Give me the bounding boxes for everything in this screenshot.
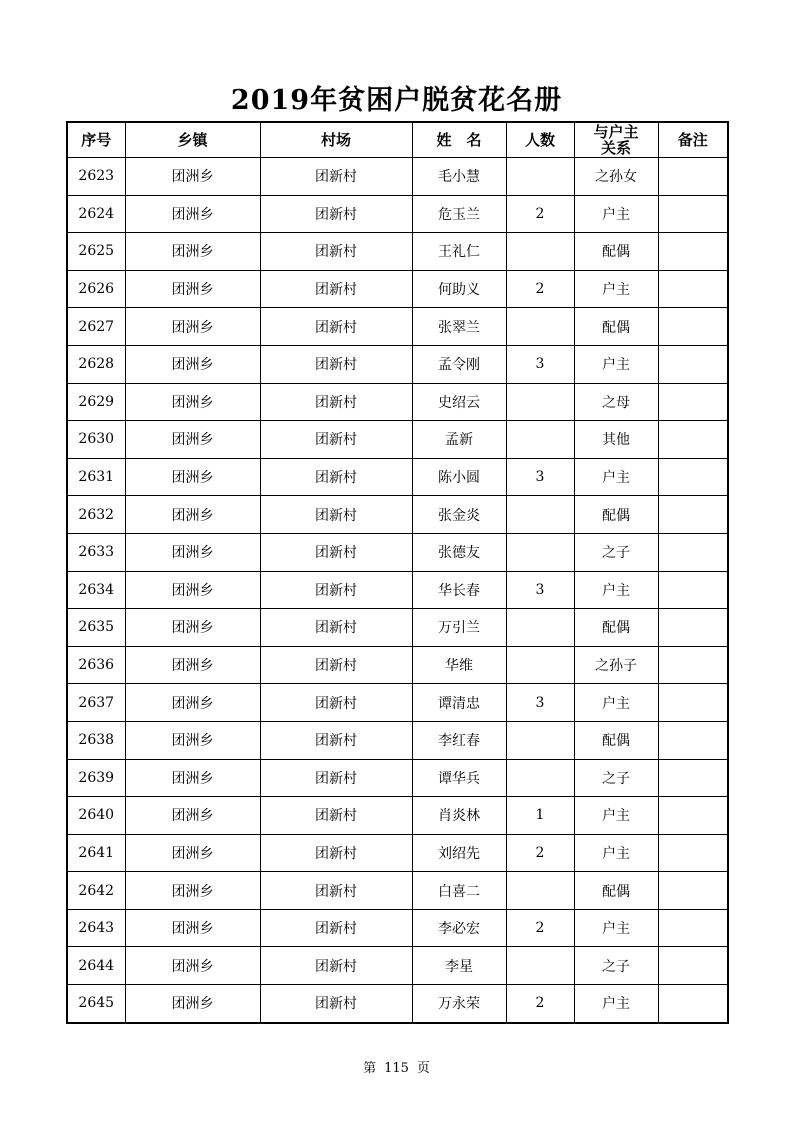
table-row [67, 158, 728, 196]
cell-count [506, 947, 574, 985]
cell-remark [658, 646, 728, 684]
cell-remark [658, 233, 728, 271]
cell-remark [658, 571, 728, 609]
page-number: 115 [384, 1061, 409, 1076]
cell-village: 团新村 [260, 834, 412, 872]
cell-township: 团洲乡 [125, 345, 260, 383]
table-row [67, 872, 728, 910]
table-row [67, 233, 728, 271]
cell-name: 陈小圆 [412, 458, 506, 496]
cell-remark [658, 533, 728, 571]
cell-count: 2 [506, 985, 574, 1023]
table-header-row [67, 122, 728, 158]
cell-village: 团新村 [260, 383, 412, 421]
table-row [67, 345, 728, 383]
cell-name: 白喜二 [412, 872, 506, 910]
cell-township: 团洲乡 [125, 195, 260, 233]
cell-seq: 2637 [67, 684, 125, 722]
cell-village: 团新村 [260, 872, 412, 910]
cell-seq: 2632 [67, 496, 125, 534]
cell-name: 万引兰 [412, 609, 506, 647]
cell-village: 团新村 [260, 646, 412, 684]
header-remark: 备注 [658, 122, 728, 158]
cell-name: 张翠兰 [412, 308, 506, 346]
cell-relation: 配偶 [574, 308, 658, 346]
cell-name: 华维 [412, 646, 506, 684]
cell-seq: 2638 [67, 721, 125, 759]
header-village: 村场 [260, 122, 412, 158]
cell-name: 谭清忠 [412, 684, 506, 722]
table-row [67, 308, 728, 346]
cell-village: 团新村 [260, 308, 412, 346]
cell-village: 团新村 [260, 609, 412, 647]
cell-name: 刘绍先 [412, 834, 506, 872]
cell-village: 团新村 [260, 721, 412, 759]
cell-relation: 户主 [574, 195, 658, 233]
cell-remark [658, 947, 728, 985]
cell-relation: 配偶 [574, 496, 658, 534]
cell-township: 团洲乡 [125, 458, 260, 496]
cell-count: 2 [506, 195, 574, 233]
cell-remark [658, 684, 728, 722]
cell-township: 团洲乡 [125, 383, 260, 421]
cell-remark [658, 195, 728, 233]
cell-count: 3 [506, 345, 574, 383]
cell-seq: 2645 [67, 985, 125, 1023]
cell-name: 李必宏 [412, 909, 506, 947]
cell-name: 张金炎 [412, 496, 506, 534]
table-row [67, 383, 728, 421]
cell-seq: 2625 [67, 233, 125, 271]
cell-township: 团洲乡 [125, 496, 260, 534]
cell-relation: 之子 [574, 947, 658, 985]
header-relation: 与户主关系 [574, 122, 658, 158]
cell-name: 王礼仁 [412, 233, 506, 271]
cell-seq: 2639 [67, 759, 125, 797]
cell-village: 团新村 [260, 496, 412, 534]
cell-name: 张德友 [412, 533, 506, 571]
cell-name: 肖炎林 [412, 797, 506, 835]
cell-village: 团新村 [260, 684, 412, 722]
cell-relation: 其他 [574, 421, 658, 459]
cell-relation: 配偶 [574, 721, 658, 759]
cell-relation: 之子 [574, 533, 658, 571]
cell-count [506, 158, 574, 196]
cell-seq: 2641 [67, 834, 125, 872]
cell-village: 团新村 [260, 458, 412, 496]
cell-count: 3 [506, 571, 574, 609]
cell-remark [658, 270, 728, 308]
cell-village: 团新村 [260, 421, 412, 459]
cell-count: 3 [506, 684, 574, 722]
cell-township: 团洲乡 [125, 721, 260, 759]
cell-township: 团洲乡 [125, 308, 260, 346]
cell-name: 孟新 [412, 421, 506, 459]
page-title: 2019年贫困户脱贫花名册 [230, 85, 563, 116]
cell-count [506, 308, 574, 346]
cell-township: 团洲乡 [125, 985, 260, 1023]
cell-relation: 配偶 [574, 233, 658, 271]
cell-relation: 户主 [574, 909, 658, 947]
table-body [67, 158, 728, 1023]
cell-count: 2 [506, 834, 574, 872]
cell-seq: 2623 [67, 158, 125, 196]
cell-relation: 之孙子 [574, 646, 658, 684]
cell-remark [658, 158, 728, 196]
cell-remark [658, 759, 728, 797]
table-row [67, 759, 728, 797]
roster-table [66, 121, 729, 1024]
cell-township: 团洲乡 [125, 533, 260, 571]
cell-remark [658, 834, 728, 872]
header-name: 姓 名 [412, 122, 506, 158]
cell-township: 团洲乡 [125, 759, 260, 797]
cell-remark [658, 609, 728, 647]
cell-seq: 2629 [67, 383, 125, 421]
cell-count: 1 [506, 797, 574, 835]
cell-seq: 2634 [67, 571, 125, 609]
cell-relation: 户主 [574, 458, 658, 496]
cell-name: 李红春 [412, 721, 506, 759]
cell-name: 华长春 [412, 571, 506, 609]
cell-seq: 2636 [67, 646, 125, 684]
table-row [67, 721, 728, 759]
cell-seq: 2627 [67, 308, 125, 346]
cell-township: 团洲乡 [125, 571, 260, 609]
table-row [67, 458, 728, 496]
cell-count [506, 646, 574, 684]
cell-village: 团新村 [260, 759, 412, 797]
table-row [67, 195, 728, 233]
cell-village: 团新村 [260, 270, 412, 308]
footer-prefix: 第 [363, 1061, 377, 1076]
cell-seq: 2626 [67, 270, 125, 308]
cell-seq: 2630 [67, 421, 125, 459]
cell-township: 团洲乡 [125, 797, 260, 835]
cell-seq: 2643 [67, 909, 125, 947]
cell-relation: 户主 [574, 684, 658, 722]
cell-relation: 之母 [574, 383, 658, 421]
cell-relation: 户主 [574, 571, 658, 609]
cell-remark [658, 909, 728, 947]
cell-township: 团洲乡 [125, 834, 260, 872]
cell-relation: 户主 [574, 834, 658, 872]
table-row [67, 797, 728, 835]
cell-count [506, 383, 574, 421]
cell-township: 团洲乡 [125, 947, 260, 985]
page-footer [0, 1057, 793, 1076]
cell-relation: 配偶 [574, 872, 658, 910]
cell-township: 团洲乡 [125, 872, 260, 910]
cell-remark [658, 985, 728, 1023]
cell-seq: 2640 [67, 797, 125, 835]
cell-name: 谭华兵 [412, 759, 506, 797]
table-row [67, 947, 728, 985]
cell-township: 团洲乡 [125, 421, 260, 459]
cell-count [506, 496, 574, 534]
cell-count [506, 759, 574, 797]
header-seq: 序号 [67, 122, 125, 158]
table-row [67, 533, 728, 571]
cell-township: 团洲乡 [125, 270, 260, 308]
table-row [67, 496, 728, 534]
cell-relation: 户主 [574, 797, 658, 835]
cell-remark [658, 308, 728, 346]
cell-remark [658, 383, 728, 421]
cell-name: 毛小慧 [412, 158, 506, 196]
cell-count [506, 421, 574, 459]
table-row [67, 571, 728, 609]
table-row [67, 646, 728, 684]
cell-count [506, 609, 574, 647]
cell-count: 3 [506, 458, 574, 496]
cell-seq: 2624 [67, 195, 125, 233]
cell-seq: 2644 [67, 947, 125, 985]
cell-township: 团洲乡 [125, 684, 260, 722]
table-row [67, 684, 728, 722]
cell-seq: 2642 [67, 872, 125, 910]
cell-name: 李星 [412, 947, 506, 985]
cell-village: 团新村 [260, 909, 412, 947]
cell-village: 团新村 [260, 533, 412, 571]
table-row [67, 834, 728, 872]
cell-seq: 2635 [67, 609, 125, 647]
cell-remark [658, 421, 728, 459]
cell-village: 团新村 [260, 947, 412, 985]
cell-township: 团洲乡 [125, 909, 260, 947]
cell-village: 团新村 [260, 985, 412, 1023]
cell-count: 2 [506, 270, 574, 308]
cell-township: 团洲乡 [125, 158, 260, 196]
cell-village: 团新村 [260, 345, 412, 383]
cell-seq: 2628 [67, 345, 125, 383]
cell-name: 孟令刚 [412, 345, 506, 383]
footer-suffix: 页 [416, 1061, 430, 1076]
cell-remark [658, 496, 728, 534]
table-row [67, 270, 728, 308]
cell-township: 团洲乡 [125, 233, 260, 271]
cell-relation: 之孙女 [574, 158, 658, 196]
cell-remark [658, 872, 728, 910]
cell-count [506, 233, 574, 271]
table-row [67, 985, 728, 1023]
cell-village: 团新村 [260, 233, 412, 271]
cell-relation: 户主 [574, 345, 658, 383]
cell-relation: 户主 [574, 985, 658, 1023]
cell-relation: 户主 [574, 270, 658, 308]
cell-relation: 之子 [574, 759, 658, 797]
cell-name: 万永荣 [412, 985, 506, 1023]
cell-count: 2 [506, 909, 574, 947]
cell-village: 团新村 [260, 158, 412, 196]
cell-seq: 2631 [67, 458, 125, 496]
cell-name: 何助义 [412, 270, 506, 308]
cell-township: 团洲乡 [125, 646, 260, 684]
cell-township: 团洲乡 [125, 609, 260, 647]
cell-remark [658, 797, 728, 835]
cell-remark [658, 458, 728, 496]
header-count: 人数 [506, 122, 574, 158]
cell-village: 团新村 [260, 571, 412, 609]
table-row [67, 421, 728, 459]
cell-count [506, 533, 574, 571]
cell-count [506, 872, 574, 910]
header-township: 乡镇 [125, 122, 260, 158]
table-row [67, 609, 728, 647]
cell-remark [658, 721, 728, 759]
cell-village: 团新村 [260, 195, 412, 233]
table-row [67, 909, 728, 947]
cell-name: 史绍云 [412, 383, 506, 421]
cell-relation: 配偶 [574, 609, 658, 647]
cell-village: 团新村 [260, 797, 412, 835]
cell-seq: 2633 [67, 533, 125, 571]
cell-count [506, 721, 574, 759]
cell-name: 危玉兰 [412, 195, 506, 233]
cell-remark [658, 345, 728, 383]
